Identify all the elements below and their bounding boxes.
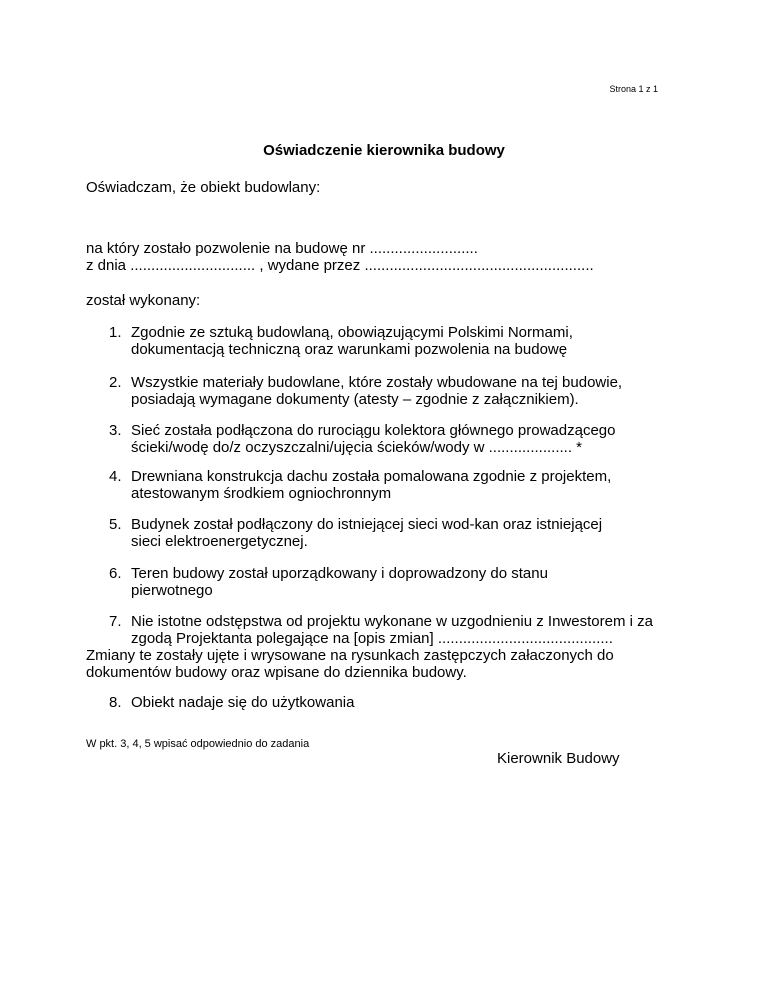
list-item-text: pierwotnego (131, 582, 213, 599)
permit-number-line: na który zostało pozwolenie na budowę nr .......................... (86, 240, 478, 257)
list-item-number: 6. (109, 565, 122, 582)
permit-block (86, 240, 594, 274)
list-item-text: Teren budowy został uporządkowany i doprowadzony do stanu (131, 565, 548, 582)
completed-text: został wykonany: (86, 292, 201, 309)
document-title: Oświadczenie kierownika budowy (263, 142, 505, 159)
list-item-text: Nie istotne odstępstwa od projektu wykonane w uzgodnieniu z Inwestorem i za (131, 613, 653, 630)
list-item-number: 5. (109, 516, 122, 533)
list-item-text: Budynek został podłączony do istniejącej sieci wod-kan oraz istniejącej (131, 516, 603, 533)
list-item-number: 8. (109, 694, 122, 711)
list-item (109, 613, 653, 647)
footnote: W pkt. 3, 4, 5 wpisać odpowiednio do zadania (86, 738, 310, 750)
signature-label: Kierownik Budowy (497, 750, 620, 767)
list-item (109, 374, 622, 408)
list-item-text: atestowanym środkiem ogniochronnym (131, 485, 392, 502)
page-number: Strona 1 z 1 (609, 84, 658, 94)
list-item-text: Obiekt nadaje się do użytkowania (131, 694, 355, 711)
list-item-text: Drewniana konstrukcja dachu została pomalowana zgodnie z projektem, (131, 468, 612, 485)
list-item-number: 1. (109, 324, 122, 341)
list-item-number: 7. (109, 613, 122, 630)
list-item-text: posiadają wymagane dokumenty (atesty – zgodnie z załącznikiem). (131, 391, 579, 408)
list-item-number: 4. (109, 468, 122, 485)
list-item-text: ścieki/wodę do/z oczyszczalni/ujęcia ścieków/wody w .................... * (131, 439, 582, 456)
list-item (109, 324, 573, 358)
list-item-text: Wszystkie materiały budowlane, które zostały wbudowane na tej budowie, (131, 374, 623, 391)
changes-note-line: Zmiany te zostały ujęte i wrysowane na rysunkach zastępczych załaczonych do (86, 647, 614, 664)
list-item (109, 468, 611, 502)
intro-text: Oświadczam, że obiekt budowlany: (86, 179, 321, 196)
list-item-text: zgodą Projektanta polegające na [opis zmian] .......................................... (131, 630, 613, 647)
changes-note (86, 647, 614, 681)
list-item-text: Zgodnie ze sztuką budowlaną, obowiązującymi Polskimi Normami, (131, 324, 573, 341)
list-item-number: 3. (109, 422, 122, 439)
list-item (109, 422, 615, 456)
list-item-text: sieci elektroenergetycznej. (131, 533, 308, 550)
list-item-number: 2. (109, 374, 122, 391)
list-item-text: dokumentacją techniczną oraz warunkami pozwolenia na budowę (131, 341, 568, 358)
list-item (109, 694, 354, 711)
list-item (109, 565, 548, 599)
permit-date-line: z dnia .............................. , wydane przez ....................................................... (86, 257, 594, 274)
list-item (109, 516, 602, 550)
changes-note-line: dokumentów budowy oraz wpisane do dziennika budowy. (86, 664, 467, 681)
list-item-text: Sieć została podłączona do rurociągu kolektora głównego prowadzącego (131, 422, 616, 439)
